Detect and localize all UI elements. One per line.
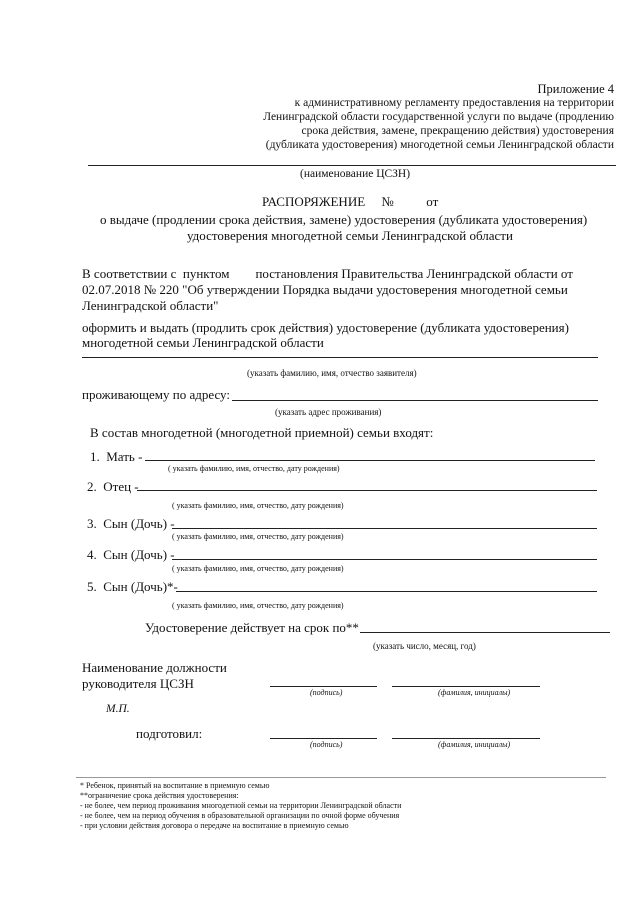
member-label-child-2: 4. Сын (Дочь) - (87, 547, 175, 562)
applicant-line (82, 357, 598, 358)
member-label-child-1: 3. Сын (Дочь) - (87, 516, 175, 531)
appendix-line-1: к административному регламенту предоставления на территории (294, 97, 614, 109)
appendix-title: Приложение 4 (537, 82, 614, 96)
member-line-child-2 (172, 559, 597, 560)
appendix-line-2: Ленинградской области государственной услуги по выдаче (продлению (263, 111, 614, 123)
appendix-line-4: (дубликата удостоверения) многодетной семьи Ленинградской области (265, 139, 614, 151)
footnote-4: - не более, чем на период обучения в образовательной организации по очной форме обучения (80, 811, 400, 820)
validity-line (360, 632, 610, 633)
basis-line-1: В соответствии с пунктом постановления Правительства Ленинградской области от (82, 266, 573, 281)
stamp-mark: М.П. (106, 703, 130, 715)
member-label-father: 2. Отец - (87, 479, 139, 494)
order-title: РАСПОРЯЖЕНИЕ № от (262, 194, 439, 209)
head-name-line (392, 686, 540, 687)
member-caption-father: ( указать фамилию, имя, отчество, дату рождения) (172, 501, 344, 510)
head-name-caption: (фамилия, инициалы) (438, 688, 511, 697)
address-caption: (указать адрес проживания) (275, 407, 382, 417)
footnote-2: **ограничение срока действия удостоверения: (80, 791, 239, 800)
prepared-name-caption: (фамилия, инициалы) (438, 740, 511, 749)
order-subject-line-1: о выдаче (продлении срока действия, замене) удостоверения (дубликата удостоверения) (100, 212, 588, 227)
head-signature-caption: (подпись) (310, 688, 343, 697)
member-caption-child-2: ( указать фамилию, имя, отчество, дату рождения) (172, 564, 344, 573)
position-line-2: руководителя ЦСЗН (82, 676, 194, 691)
prepared-name-line (392, 738, 540, 739)
member-line-child-3 (176, 591, 597, 592)
member-label-child-3: 5. Сын (Дочь)*- (87, 579, 178, 594)
appendix-line-3: срока действия, замене, прекращению действия) удостоверения (301, 125, 614, 137)
member-caption-child-3: ( указать фамилию, имя, отчество, дату рождения) (172, 601, 344, 610)
prepared-signature-caption: (подпись) (310, 740, 343, 749)
member-caption-child-1: ( указать фамилию, имя, отчество, дату рождения) (172, 532, 344, 541)
decision-line-1: оформить и выдать (продлить срок действия) удостоверение (дубликата удостоверения) (82, 320, 569, 335)
org-name-line (88, 165, 616, 166)
address-line (232, 400, 598, 401)
validity-label: Удостоверение действует на срок по** (145, 620, 359, 635)
order-subject-line-2: удостоверения многодетной семьи Ленинградской области (187, 228, 513, 243)
member-label-mother: 1. Мать - (90, 449, 143, 464)
member-line-mother (145, 460, 595, 461)
footnote-separator (76, 777, 606, 778)
footnote-3: - не более, чем период проживания многодетной семьи на территории Ленинградской области (80, 801, 402, 810)
address-label: проживающему по адресу: (82, 387, 231, 402)
footnote-1: * Ребенок, принятый на воспитание в приемную семью (80, 781, 270, 790)
prepared-signature-line (270, 738, 377, 739)
family-heading: В состав многодетной (многодетной приемной) семьи входят: (90, 425, 434, 440)
member-caption-mother: ( указать фамилию, имя, отчество, дату рождения) (168, 464, 340, 473)
basis-line-2: 02.07.2018 № 220 "Об утверждении Порядка выдачи удостоверения многодетной семьи (82, 282, 568, 297)
member-line-child-1 (172, 528, 597, 529)
member-line-father (137, 490, 597, 491)
footnote-5: - при условии действия договора о передаче на воспитание в приемную семью (80, 821, 349, 830)
applicant-caption: (указать фамилию, имя, отчество заявителя) (247, 368, 417, 378)
decision-line-2: многодетной семьи Ленинградской области (82, 335, 324, 350)
head-signature-line (270, 686, 377, 687)
prepared-label: подготовил: (136, 726, 203, 741)
validity-caption: (указать число, месяц, год) (373, 641, 476, 651)
org-name-caption: (наименование ЦСЗН) (300, 168, 411, 180)
basis-line-3: Ленинградской области" (82, 298, 219, 313)
position-line-1: Наименование должности (82, 660, 227, 675)
